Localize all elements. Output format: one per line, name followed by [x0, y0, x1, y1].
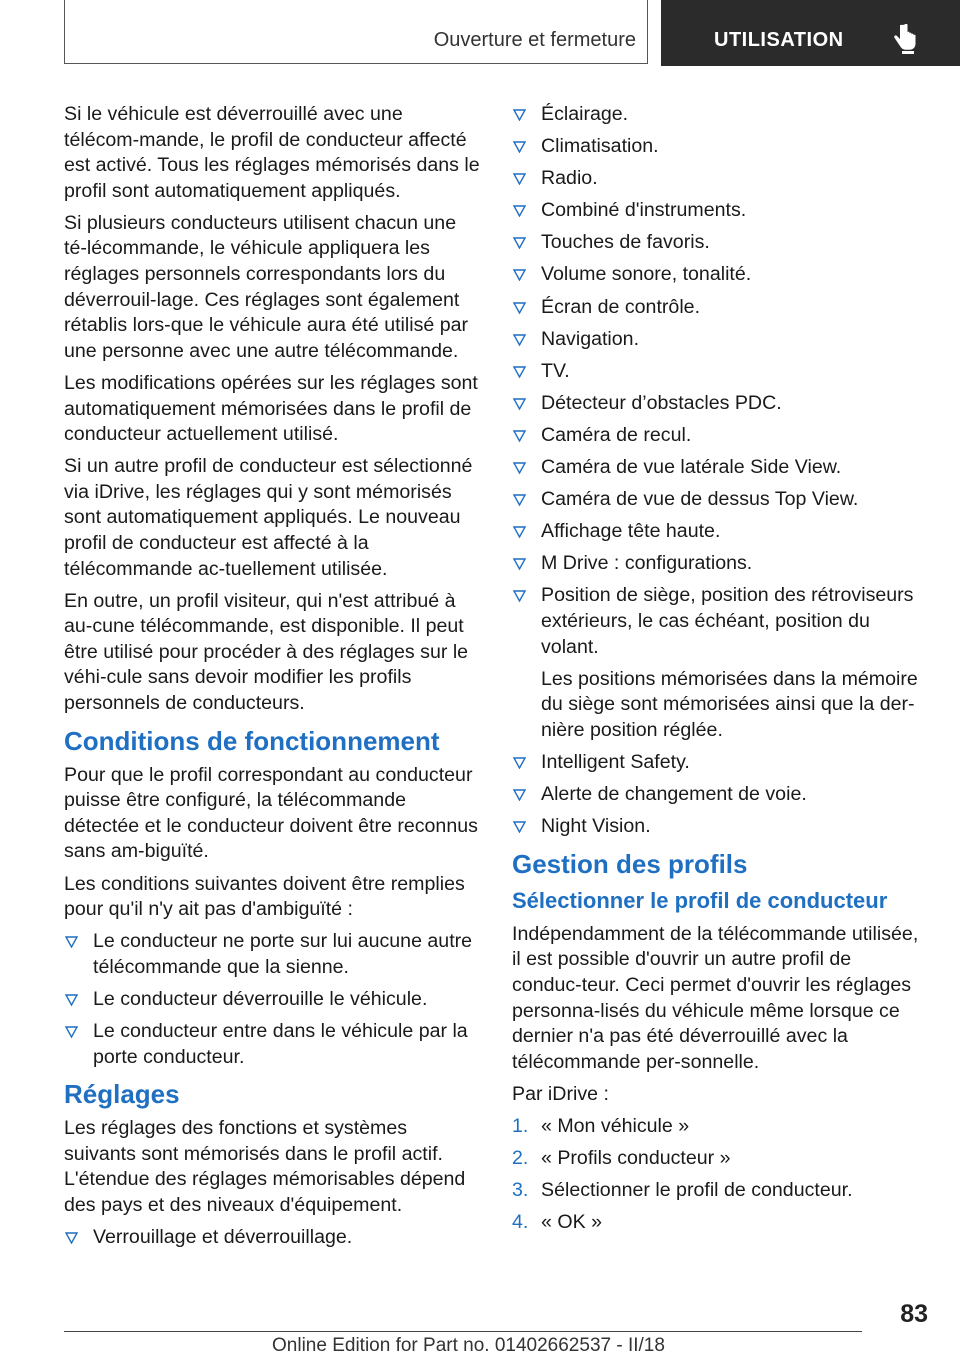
list-item [64, 929, 480, 980]
triangle-bullet-icon [513, 789, 526, 801]
list-item-text: Détecteur d’obstacles PDC. [541, 391, 782, 414]
list-item [512, 519, 926, 545]
triangle-bullet-icon [513, 334, 526, 346]
list-item [512, 455, 926, 481]
paragraph: Les conditions suivantes doivent être remplies pour qu'il n'y ait pas d'ambiguïté : [64, 872, 465, 921]
list-item-text: Position de siège, position des rétroviseurs extérieurs, le cas échéant, position du volant. [541, 584, 914, 658]
page-number: 83 [900, 1300, 928, 1328]
list-item-text: Radio. [541, 167, 598, 190]
left-column [64, 102, 480, 1257]
triangle-bullet-icon [513, 462, 526, 474]
list-item [512, 487, 926, 513]
triangle-bullet-icon [513, 526, 526, 538]
chapter-title: UTILISATION [714, 29, 844, 51]
step-item [512, 1210, 926, 1236]
triangle-bullet-icon [65, 1026, 78, 1038]
triangle-bullet-icon [513, 269, 526, 281]
step-number: 2. [512, 1147, 529, 1169]
reglages-list [64, 1225, 480, 1251]
paragraph: Indépendamment de la télécommande utilisée, il est possible d'ouvrir un autre profil de conduc-teur. Ceci permet d'ouvrir les réglages personna-lisés du véhicule même lorsque ce dernier n'a pas été déverrouillé avec la télécommande per-sonnelle. [512, 922, 919, 1073]
triangle-bullet-icon [513, 237, 526, 249]
list-item [512, 391, 926, 417]
page-header [64, 0, 960, 66]
list-item-text: Écran de contrôle. [541, 295, 701, 318]
conditions-list [64, 929, 480, 1070]
list-item [512, 166, 926, 192]
triangle-bullet-icon [65, 936, 78, 948]
footer-text: Online Edition for Part no. 01402662537 - II/18 [272, 1335, 665, 1356]
list-item-text: Le conducteur entre dans le véhicule par la porte conducteur. [93, 1020, 468, 1068]
step-number: 1. [512, 1114, 529, 1137]
select-profile-heading: Sélectionner le profil de conducteur [512, 887, 888, 913]
triangle-bullet-icon [513, 173, 526, 185]
triangle-bullet-icon [513, 757, 526, 769]
paragraph: Si plusieurs conducteurs utilisent chacun une té-lécommande, le véhicule appliquera les réglages personnels correspondants lors du déverrouil-lage. Ces réglages sont également rétablis lors-que le véhicule aura été utilisé par une personne avec une autre télécommande. [64, 211, 469, 362]
list-item-text: Volume sonore, tonalité. [541, 263, 752, 286]
triangle-bullet-icon [513, 398, 526, 410]
list-item-text: Caméra de vue de dessus Top View. [541, 488, 859, 511]
section-title: Ouverture et fermeture [433, 29, 636, 51]
triangle-bullet-icon [513, 302, 526, 314]
step-item [512, 1146, 926, 1172]
list-item [512, 423, 926, 449]
list-item [512, 295, 926, 321]
paragraph: En outre, un profil visiteur, qui n'est attribué à au-cune télécommande, est disponible. Il peut être utilisé pour procéder à des réglages sur le véhi-cule sans devoir modifier les profils personnels de conducteurs. [64, 589, 469, 715]
paragraph: Si le véhicule est déverrouillé avec une télécom-mande, le profil de conducteur affecté est activé. Tous les réglages mémorisés dans le profil sont automatiquement appliqués. [64, 103, 480, 202]
list-item-text: Touches de favoris. [541, 231, 710, 254]
list-item [512, 102, 926, 128]
step-text: « OK » [541, 1211, 602, 1234]
list-item-text: Caméra de vue latérale Side View. [541, 456, 842, 479]
triangle-bullet-icon [513, 430, 526, 442]
paragraph: Par iDrive : [512, 1082, 609, 1105]
triangle-bullet-icon [513, 590, 526, 602]
paragraph: Si un autre profil de conducteur est sélectionné via iDrive, les réglages qui y sont mémorisés sont automatiquement appliqués. Le nouveau profil de conducteur est affecté à la télécommande ac-tuellement utilisée. [64, 455, 473, 580]
list-item [512, 583, 926, 743]
conditions-heading: Conditions de fonctionnement [64, 725, 440, 756]
list-item [64, 1019, 480, 1070]
list-item [512, 262, 926, 288]
step-item [512, 1114, 926, 1140]
list-item-text: Le conducteur ne porte sur lui aucune autre télécommande que la sienne. [93, 930, 473, 978]
settings-list [512, 102, 926, 840]
list-item [512, 230, 926, 256]
triangle-bullet-icon [513, 141, 526, 153]
triangle-bullet-icon [513, 205, 526, 217]
triangle-bullet-icon [513, 494, 526, 506]
step-number: 4. [512, 1211, 529, 1234]
steps-list [512, 1114, 926, 1236]
triangle-bullet-icon [513, 821, 526, 833]
list-item-text: TV. [541, 359, 570, 382]
step-item [512, 1178, 926, 1204]
list-item-text: Climatisation. [541, 135, 659, 158]
list-item-text: Éclairage. [541, 103, 629, 125]
list-item-text: M Drive : configurations. [541, 552, 753, 575]
paragraph: Pour que le profil correspondant au conducteur puisse être configuré, la télécommande détectée et le conducteur doivent être reconnus sans am-biguïté. [64, 763, 478, 863]
pointing-hand-icon [893, 24, 917, 54]
triangle-bullet-icon [513, 109, 526, 121]
list-item [64, 1225, 480, 1251]
list-item [512, 327, 926, 353]
gestion-heading: Gestion des profils [512, 848, 748, 879]
step-text: Sélectionner le profil de conducteur. [541, 1179, 853, 1202]
list-item-text: Night Vision. [541, 815, 651, 838]
list-item [512, 134, 926, 160]
list-item [512, 814, 926, 840]
paragraph: Les réglages des fonctions et systèmes suivants sont mémorisés dans le profil actif. L'étendue des réglages mémorisables dépend des pays et des niveaux d'équipement. [64, 1117, 466, 1216]
triangle-bullet-icon [513, 366, 526, 378]
list-item-text: Alerte de changement de voie. [541, 783, 807, 806]
step-text: « Mon véhicule » [541, 1114, 690, 1137]
list-item [64, 987, 480, 1013]
step-text: « Profils conducteur » [541, 1147, 731, 1169]
list-item [512, 551, 926, 577]
list-item-text: Affichage tête haute. [541, 520, 721, 543]
right-column [512, 102, 926, 1242]
step-number: 3. [512, 1179, 529, 1202]
list-item-text: Navigation. [541, 327, 640, 350]
footer-divider [64, 1331, 862, 1332]
list-item [512, 359, 926, 385]
list-item-text: Verrouillage et déverrouillage. [93, 1226, 353, 1249]
reglages-heading: Réglages [64, 1079, 180, 1110]
list-item [512, 750, 926, 776]
paragraph: Les modifications opérées sur les réglages sont automatiquement mémorisées dans le profil de conducteur actuellement utilisé. [64, 371, 478, 446]
list-item-text: Combiné d'instruments. [541, 199, 747, 222]
triangle-bullet-icon [65, 994, 78, 1006]
triangle-bullet-icon [513, 558, 526, 570]
triangle-bullet-icon [65, 1232, 78, 1244]
list-item-text: Le conducteur déverrouille le véhicule. [93, 987, 428, 1010]
list-item [512, 198, 926, 224]
list-item-text: Caméra de recul. [541, 423, 692, 446]
chapter-tab [661, 0, 960, 66]
seat-note: Les positions mémorisées dans la mémoire du siège sont mémorisées ainsi que la der-nière position réglée. [541, 667, 918, 741]
list-item-text: Intelligent Safety. [541, 750, 690, 773]
list-item [512, 782, 926, 808]
